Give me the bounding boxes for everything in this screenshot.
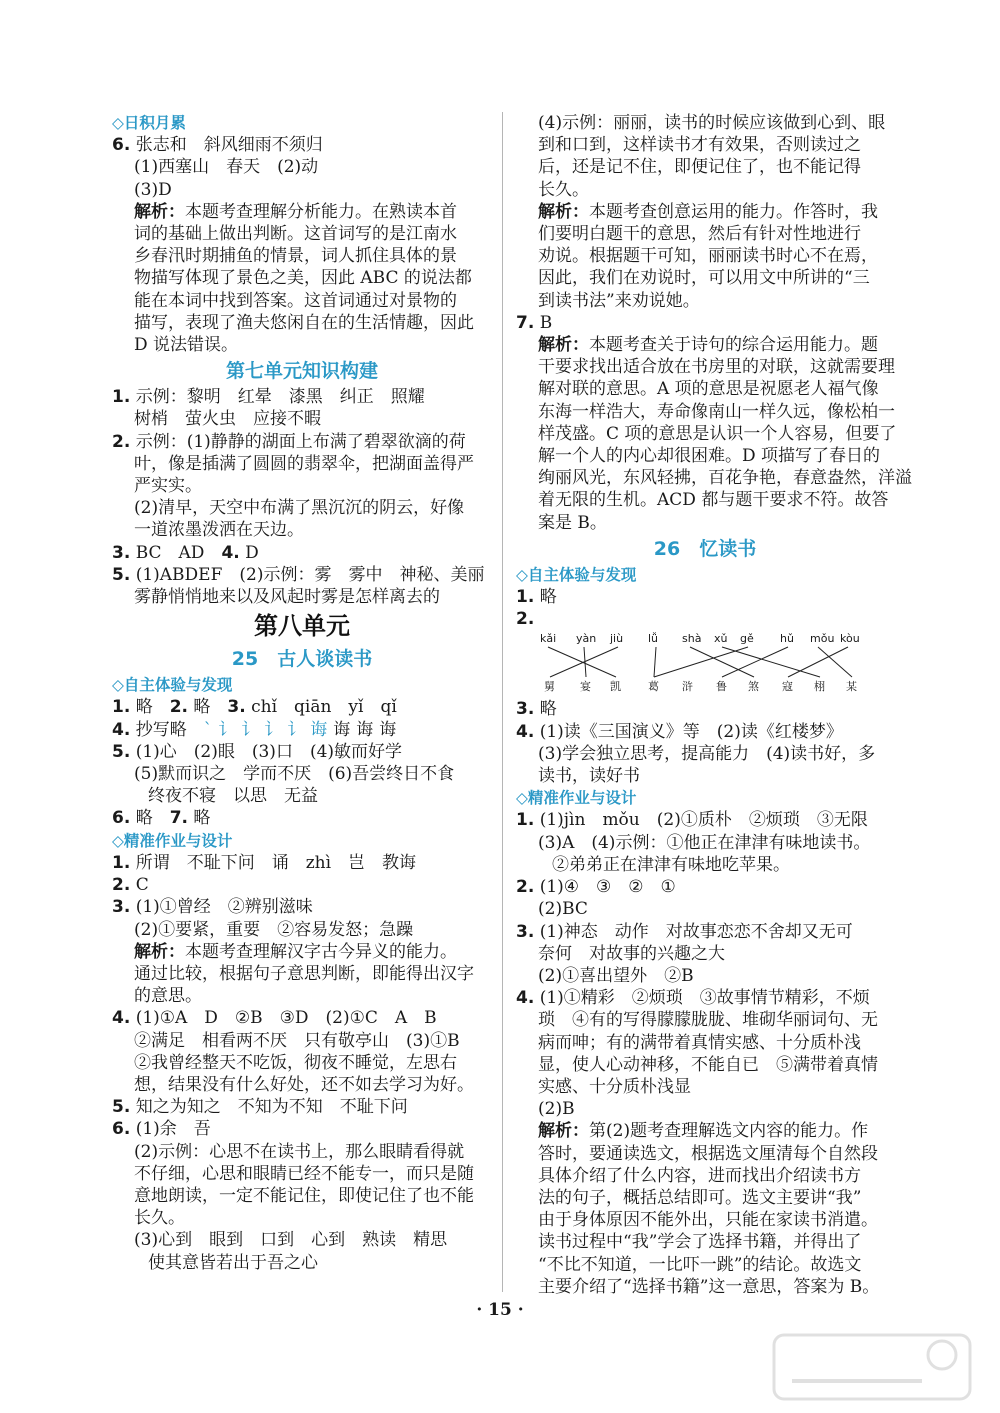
- section-header-zizhu: ◇自主体验与发现: [112, 676, 233, 695]
- pinyin-item: mǒu: [810, 632, 835, 646]
- answer-1: 1. 示例：黎明 红晕 漆黑 纠正 照耀: [112, 387, 425, 408]
- analysis-line: 能在本词中找到答案。这首词通过对景物的: [134, 290, 457, 311]
- section-header-zizhu: ◇自主体验与发现: [516, 565, 637, 584]
- answer-6: 6. 张志和 斜风细雨不须归: [112, 135, 323, 156]
- analysis-line: D 说法错误。: [134, 335, 239, 356]
- hanzi-item: 浒: [682, 680, 693, 694]
- answer-4: 4. (1)①精彩 ②烦琐 ③故事情节精彩，不烦: [516, 988, 870, 1009]
- answer-line: (2)B: [538, 1099, 575, 1120]
- analysis-line: 东海一样浩大，寿命像南山一样久远，像松柏一: [538, 401, 895, 422]
- answer-4: 4. 抄写略 ` 讠 讠 讠 讠 诲 诲 诲 诲: [112, 719, 492, 741]
- answer-line: (3)学会独立思考，提高能力 (4)读书好，多: [538, 743, 876, 764]
- answer-2: 2. (1)④ ③ ② ①: [516, 877, 676, 898]
- stroke-step: 诲: [333, 719, 351, 740]
- answer-line: 终夜不寝 以思 无益: [148, 786, 318, 807]
- answer-line: 树梢 萤火虫 应接不暇: [134, 409, 321, 430]
- page-number: · 15 ·: [476, 1300, 524, 1320]
- pinyin-item: shà: [682, 632, 702, 646]
- analysis-line: 因此，我们在劝说时，可以用文中所讲的“三: [538, 268, 870, 289]
- hanzi-item: 鲁: [716, 680, 727, 694]
- pinyin-item: gě: [740, 632, 754, 646]
- answer-line: (2)①喜出望外 ②B: [538, 965, 694, 986]
- analysis-line: 到读书法”来劝说她。: [538, 290, 700, 311]
- pinyin-item: jiù: [610, 632, 624, 646]
- answer-1-3: 1. 略 2. 略 3. chǐ qiān yǐ qǐ: [112, 697, 397, 718]
- hanzi-item: 寇: [782, 680, 793, 694]
- answer-line: ②弟弟正在津津有味地吃苹果。: [552, 854, 790, 875]
- answer-line: (2)清早，天空中布满了黑沉沉的阴云，好像: [134, 498, 465, 519]
- answer-7: 7. B: [516, 312, 553, 333]
- answer-line: 严实实。: [134, 476, 202, 497]
- answer-line: 琐 ④有的写得朦朦胧胧、堆砌华丽词句、无: [538, 1010, 878, 1031]
- stroke-step: 讠: [241, 719, 259, 740]
- answer-3: 3. (1)神态 动作 对故事恋恋不舍却又无可: [516, 921, 853, 942]
- matching-line: [722, 647, 788, 677]
- watermark-logo: [772, 1331, 972, 1403]
- answer-line: 不仔细，心思和眼睛已经不能专一，而只是随: [134, 1163, 474, 1184]
- answer-line: 奈何 对故事的兴趣之大: [538, 943, 725, 964]
- section-header-jingzhun: ◇精准作业与设计: [112, 831, 233, 850]
- analysis-line: 描写，表现了渔夫悠闲自在的生活情趣，因此: [134, 312, 474, 333]
- pinyin-item: hǔ: [780, 632, 794, 646]
- analysis-line: 绚丽风光，东风轻拂，百花争艳，春意盎然，洋溢: [538, 468, 912, 489]
- matching-line: [818, 647, 852, 677]
- answer-1: 1. 略: [516, 587, 557, 608]
- pinyin-item: yàn: [576, 632, 597, 646]
- analysis: 解析：第(2)题考查理解选文内容的能力。作: [538, 1121, 869, 1142]
- answer-line: 一道浓墨泼洒在天边。: [134, 520, 304, 541]
- answer-line: (3)心到 眼到 口到 心到 熟读 精思: [134, 1230, 448, 1251]
- analysis-line: 案是 B。: [538, 512, 607, 533]
- analysis-line: 劝说。根据题干可知，丽丽读书时心不在焉，: [538, 246, 878, 267]
- pinyin-item: xǔ: [714, 632, 728, 646]
- section-header-rijiyuelei: ◇日积月累: [112, 114, 186, 132]
- stroke-step: 讠: [287, 719, 305, 740]
- answer-line: ②满足 相看两不厌 只有敬亭山 (3)①B: [134, 1030, 460, 1051]
- answer-line: 意地朗读，一定不能记住，即使记住了也不能: [134, 1185, 474, 1206]
- analysis-line: 干要求找出适合放在书房里的对联，这就需要理: [538, 357, 895, 378]
- answer-3: 3. 略: [516, 699, 557, 720]
- hanzi-item: 某: [846, 680, 857, 694]
- answer-line: (2)示例：心思不在读书上，那么眼睛看得就: [134, 1141, 465, 1162]
- answer-line: (5)默而识之 学而不厌 (6)吾尝终日不食: [134, 764, 455, 785]
- analysis-line: 解对联的意思。A 项的意思是祝愿老人福气像: [538, 379, 879, 400]
- answer-line: 后，还是记不住，即便记住了，也不能记得: [538, 157, 861, 178]
- answer-6: 6. (1)余 吾: [112, 1119, 211, 1140]
- analysis-line: 由于身体原因不能外出，只能在家读书消遣。: [538, 1210, 878, 1231]
- analysis-line: 读书过程中“我”学会了选择书籍，并得出了: [538, 1232, 862, 1253]
- analysis-line: “不比不知道，一比吓一跳”的结论。故选文: [538, 1254, 862, 1275]
- answer-4: 4. (1)①A D ②B ③D (2)①C A B: [112, 1008, 437, 1029]
- answer-5: 5. (1)心 (2)眼 (3)口 (4)敏而好学: [112, 741, 403, 762]
- column-divider: [502, 112, 503, 1292]
- answer-line: 雾静悄悄地来以及风起时雾是怎样离去的: [134, 587, 440, 608]
- analysis-line: 主要介绍了“选择书籍”这一意思，答案为 B。: [538, 1276, 880, 1297]
- stroke-step: 讠: [218, 719, 236, 740]
- answer-line: 病而呻；有的满带着真情实感、十分质朴浅: [538, 1032, 861, 1053]
- section-header-jingzhun: ◇精准作业与设计: [516, 789, 637, 808]
- hanzi-item: 舅: [544, 680, 555, 694]
- answer-line: ②我曾经整天不吃饭，彻夜不睡觉，左思右: [134, 1052, 457, 1073]
- stroke-step: 讠: [264, 719, 282, 740]
- matching-line: [654, 647, 748, 677]
- answer-line: 长久。: [538, 179, 589, 200]
- answer-line: 长久。: [134, 1208, 185, 1229]
- analysis-line: 通过比较，根据句子意思判断，即能得出汉字: [134, 963, 474, 984]
- answer-2: 2. C: [112, 875, 149, 896]
- answer-2: 2. 示例：(1)静静的湖面上布满了碧翠欲滴的荷: [112, 431, 466, 452]
- pinyin-item: lǚ: [648, 632, 659, 646]
- pinyin-item: kòu: [840, 632, 860, 646]
- analysis-line: 法的句子，概括总结即可。选文主要讲“我”: [538, 1187, 862, 1208]
- answer-line: 读书，读好书: [538, 766, 640, 787]
- left-column: [112, 112, 492, 1274]
- answer-line: (4)示例：丽丽，读书的时候应该做到心到、眼: [538, 113, 886, 133]
- analysis-line: 答时，要通读选文，根据选文厘清每个自然段: [538, 1143, 878, 1164]
- answer-line: (2)BC: [538, 899, 588, 920]
- analysis: 解析：本题考查理解分析能力。在熟读本首: [134, 201, 457, 222]
- stroke-step: 诲: [310, 719, 328, 740]
- answer-line: 实感、十分质朴浅显: [538, 1076, 691, 1097]
- stroke-step: `: [203, 719, 213, 740]
- answer-1: 1. (1)jìn mǒu (2)①质朴 ②烦琐 ③无限: [516, 810, 868, 831]
- right-column: [516, 112, 912, 1298]
- analysis-line: 具体介绍了什么内容，进而找出介绍读书方: [538, 1165, 861, 1186]
- hanzi-item: 凯: [610, 680, 621, 694]
- matching-line: [722, 647, 820, 677]
- answer-6-7: 6. 略 7. 略: [112, 808, 211, 829]
- lesson26-title: 26 忆读书: [653, 537, 757, 560]
- answer-5: 5. (1)ABDEF (2)示例：雾 雾中 神秘、美丽: [112, 564, 485, 585]
- answer-line: 使其意皆若出于吾之心: [148, 1252, 318, 1273]
- analysis-line: 着无限的生机。ACD 都与题干要求不符。故答: [538, 490, 889, 511]
- analysis-line: 们要明白题干的意思，然后有针对性地进行: [538, 224, 861, 245]
- unit7-title: 第七单元知识构建: [225, 360, 378, 383]
- matching-line: [788, 647, 848, 677]
- analysis-line: 解一个人的内心却很困难。D 项描写了春日的: [538, 446, 881, 467]
- answer-line: (2)①要紧，重要 ②容易发怒；急躁: [134, 919, 414, 940]
- answer-5: 5. 知之为知之 不知为不知 不耻下问: [112, 1097, 408, 1118]
- stroke-order: [204, 720, 403, 740]
- analysis: 解析：本题考查关于诗句的综合运用能力。题: [538, 335, 878, 356]
- analysis-line: 的意思。: [134, 986, 202, 1007]
- unit8-title: 第八单元: [254, 612, 350, 641]
- answer-line: 想，结果没有什么好处，还不如去学习为好。: [134, 1074, 474, 1095]
- pinyin-item: kǎi: [540, 632, 557, 646]
- matching-line: [654, 647, 656, 677]
- hanzi-item: 煞: [748, 680, 759, 694]
- stroke-step: 诲: [379, 719, 397, 740]
- stroke-step: 诲: [356, 719, 374, 740]
- lesson25-title: 25 古人谈读书: [231, 648, 373, 671]
- hanzi-item: 葛: [648, 680, 659, 694]
- analysis-line: 乡春汛时期捕鱼的情景，词人抓住具体的景: [134, 246, 457, 267]
- analysis: 解析：本题考查创意运用的能力。作答时，我: [538, 201, 878, 222]
- answer-line: 到和口到，这样读书才有效果，否则读过之: [538, 135, 861, 156]
- answer-line: (1)西塞山 春天 (2)动: [134, 157, 319, 178]
- answer-3: 3. (1)①曾经 ②辨别滋味: [112, 897, 313, 918]
- answer-line: (3)A (4)示例：①他正在津津有味地读书。: [538, 832, 871, 853]
- analysis-line: 词的基础上做出判断。这首词写的是江南水: [134, 224, 457, 245]
- hanzi-item: 宴: [580, 680, 591, 694]
- analysis: 解析：本题考查理解汉字古今异义的能力。: [134, 941, 457, 962]
- answer-1: 1. 所谓 不耻下问 诵 zhì 岂 教诲: [112, 852, 417, 873]
- analysis-line: 样茂盛。C 项的意思是认识一个人容易，但要了: [538, 423, 897, 444]
- matching-line: [548, 647, 616, 677]
- answer-3-4: 3. BC AD 4. D: [112, 542, 259, 563]
- pinyin-matching-diagram: [540, 632, 870, 696]
- analysis-line: 物描写体现了景色之美，因此 ABC 的说法都: [134, 268, 472, 289]
- hanzi-item: 栩: [814, 680, 825, 694]
- answer-line: 叶，像是插满了圆圆的翡翠伞，把湖面盖得严: [134, 453, 474, 474]
- answer-2: 2.: [516, 609, 535, 630]
- answer-line: 显，使人心动神移，不能自已 ⑤满带着真情: [538, 1054, 878, 1075]
- answer-line: (3)D: [134, 179, 172, 200]
- answer-4: 4. (1)读《三国演义》等 (2)读《红楼梦》: [516, 721, 843, 742]
